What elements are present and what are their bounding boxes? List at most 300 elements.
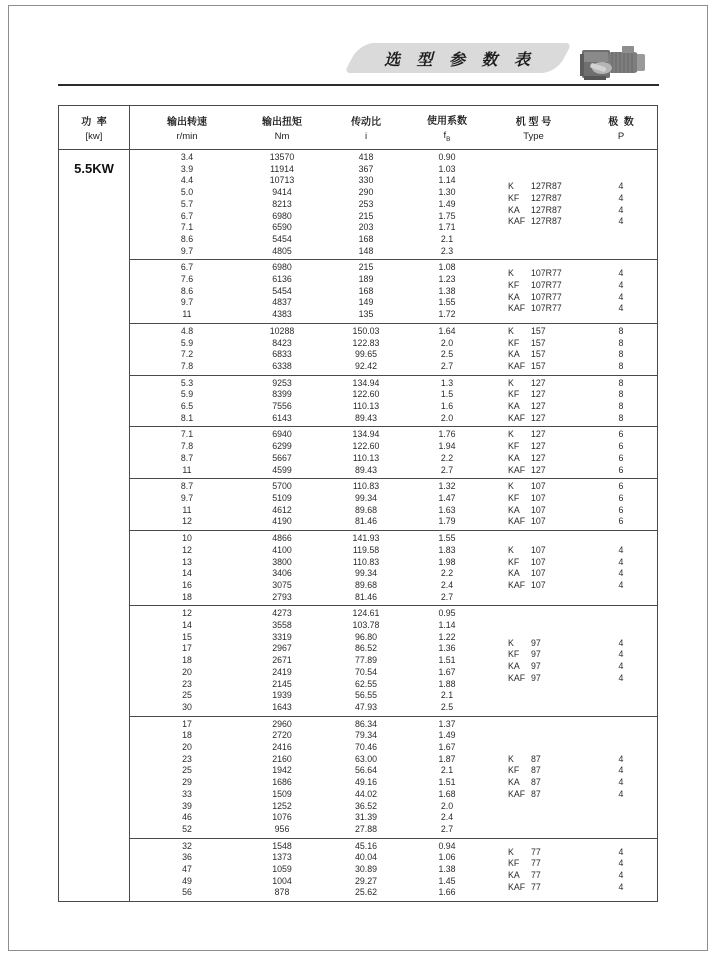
table-body — [59, 150, 657, 901]
col-header-speed-en: r/min — [176, 131, 198, 142]
ratio-value: 253 — [358, 198, 374, 209]
speed-value: 47 — [182, 864, 192, 875]
torque-value: 6299 — [272, 441, 292, 452]
torque-value: 6940 — [272, 429, 292, 440]
ratio-value: 62.55 — [354, 678, 377, 689]
torque-value: 4383 — [272, 309, 292, 320]
type-model: 107 — [531, 544, 546, 555]
factor-value: 1.14 — [438, 620, 456, 631]
ratio-value: 81.46 — [354, 516, 377, 527]
factor-value: 2.7 — [440, 360, 454, 371]
factor-value: 1.3 — [440, 377, 454, 388]
factor-value: 1.64 — [438, 325, 456, 336]
poles-value: 4 — [618, 869, 624, 880]
col-speed — [130, 378, 244, 425]
col-header-ratio — [320, 106, 412, 149]
ratio-value: 135 — [358, 309, 374, 320]
col-type — [482, 378, 585, 425]
speed-value: 8.6 — [180, 285, 194, 296]
speed-value: 6.7 — [180, 210, 194, 221]
col-ratio — [320, 378, 412, 425]
ratio-value: 45.16 — [354, 840, 377, 851]
type-value — [508, 326, 546, 338]
factor-value: 1.83 — [438, 544, 456, 555]
type-prefix: KF — [508, 389, 520, 400]
ratio-value: 134.94 — [352, 377, 380, 388]
poles-value: 4 — [618, 544, 624, 555]
poles-value: 4 — [618, 268, 624, 279]
factor-value: 1.06 — [438, 852, 456, 863]
factor-value: 1.32 — [438, 481, 456, 492]
col-poles — [585, 378, 657, 425]
header-rule — [58, 84, 659, 86]
col-ratio — [320, 152, 412, 257]
col-torque — [244, 841, 320, 900]
factor-value: 1.79 — [438, 516, 456, 527]
torque-value: 2671 — [272, 655, 292, 666]
ratio-value: 168 — [358, 285, 374, 296]
speed-value: 17 — [182, 643, 192, 654]
ratio-value: 25.62 — [354, 887, 377, 898]
type-model: 127 — [531, 441, 546, 452]
col-factor — [412, 326, 482, 373]
col-speed — [130, 533, 244, 603]
type-prefix: KA — [508, 777, 520, 788]
col-ratio — [320, 481, 412, 528]
speed-value: 8.1 — [180, 412, 194, 423]
torque-value: 2960 — [272, 718, 292, 729]
speed-value: 17 — [182, 718, 192, 729]
table-block — [130, 150, 657, 260]
col-ratio — [320, 429, 412, 476]
torque-value: 5700 — [272, 481, 292, 492]
ratio-value: 40.04 — [354, 852, 377, 863]
type-value — [508, 568, 546, 580]
speed-value: 7.8 — [180, 360, 194, 371]
col-speed — [130, 841, 244, 900]
col-factor — [412, 481, 482, 528]
type-model: 107R77 — [531, 279, 562, 290]
type-value — [508, 193, 562, 205]
type-value — [508, 545, 546, 557]
poles-value: 8 — [618, 377, 624, 388]
poles-value: 4 — [618, 846, 624, 857]
col-header-power — [59, 106, 130, 149]
type-model: 107 — [531, 481, 546, 492]
poles-value: 4 — [618, 637, 624, 648]
type-model: 87 — [531, 765, 541, 776]
torque-value: 2145 — [272, 678, 292, 689]
type-prefix: KAF — [508, 788, 526, 799]
torque-value: 1252 — [272, 800, 292, 811]
speed-value: 11 — [182, 504, 192, 515]
ratio-value: 148 — [358, 245, 374, 256]
speed-value: 7.8 — [180, 441, 194, 452]
type-prefix: KAF — [508, 881, 526, 892]
poles-value: 4 — [618, 568, 624, 579]
type-prefix: KA — [508, 204, 520, 215]
col-ratio — [320, 533, 412, 603]
factor-value: 2.1 — [440, 765, 454, 776]
factor-value: 1.6 — [440, 401, 454, 412]
speed-value: 10 — [182, 533, 192, 544]
col-type — [482, 481, 585, 528]
torque-value: 4100 — [272, 544, 292, 555]
col-header-power-en: [kw] — [85, 131, 103, 142]
table-block — [130, 324, 657, 376]
torque-value: 1643 — [272, 701, 292, 712]
torque-value: 5454 — [272, 285, 292, 296]
ratio-value: 122.60 — [352, 441, 380, 452]
poles-value: 4 — [618, 579, 624, 590]
factor-value: 2.7 — [440, 464, 454, 475]
torque-value: 3406 — [272, 568, 292, 579]
col-torque — [244, 429, 320, 476]
factor-value: 0.94 — [438, 840, 456, 851]
factor-value: 2.0 — [440, 800, 454, 811]
ratio-value: 122.60 — [352, 389, 380, 400]
type-model: 107 — [531, 556, 546, 567]
col-factor — [412, 262, 482, 321]
type-prefix: KF — [508, 441, 520, 452]
col-poles — [585, 326, 657, 373]
ratio-value: 56.64 — [354, 765, 377, 776]
factor-value: 1.03 — [438, 163, 456, 174]
factor-value: 1.55 — [438, 297, 456, 308]
factor-value: 2.4 — [440, 812, 454, 823]
type-prefix: K — [508, 377, 514, 388]
speed-value: 18 — [182, 655, 192, 666]
col-ratio — [320, 326, 412, 373]
col-torque — [244, 481, 320, 528]
ratio-value: 49.16 — [354, 777, 377, 788]
ratio-value: 330 — [358, 175, 374, 186]
col-ratio — [320, 608, 412, 713]
factor-value: 1.76 — [438, 429, 456, 440]
type-value — [508, 361, 546, 373]
type-model: 87 — [531, 777, 541, 788]
type-model: 107 — [531, 516, 546, 527]
type-model: 87 — [531, 788, 541, 799]
type-model: 107R77 — [531, 303, 562, 314]
torque-value: 6143 — [272, 412, 292, 423]
type-value — [508, 205, 562, 217]
col-type — [482, 262, 585, 321]
type-prefix: KAF — [508, 216, 526, 227]
col-speed — [130, 326, 244, 373]
col-type — [482, 719, 585, 836]
type-prefix: KA — [508, 504, 520, 515]
col-header-speed — [130, 106, 244, 149]
factor-value: 1.75 — [438, 210, 456, 221]
type-model: 107R77 — [531, 268, 562, 279]
type-model: 127 — [531, 389, 546, 400]
type-prefix: KA — [508, 291, 520, 302]
torque-value: 956 — [274, 823, 290, 834]
type-value — [508, 453, 546, 465]
type-prefix: K — [508, 268, 514, 279]
torque-value: 6136 — [272, 274, 292, 285]
power-value: 5.5KW — [74, 161, 114, 176]
power-cell — [59, 150, 130, 901]
factor-value: 2.2 — [440, 452, 454, 463]
torque-value: 878 — [274, 887, 290, 898]
speed-value: 5.9 — [180, 337, 194, 348]
torque-value: 6980 — [272, 262, 292, 273]
table-block — [130, 479, 657, 531]
title-banner — [352, 43, 564, 73]
torque-value: 1939 — [272, 690, 292, 701]
col-header-factor-zh: 使用系数 — [427, 116, 467, 128]
type-prefix: K — [508, 846, 514, 857]
ratio-value: 124.61 — [352, 608, 380, 619]
speed-value: 56 — [182, 887, 192, 898]
col-header-poles-zh: 极 数 — [608, 117, 634, 128]
type-prefix: K — [508, 481, 514, 492]
type-value — [508, 847, 541, 859]
torque-value: 5667 — [272, 452, 292, 463]
poles-value: 4 — [618, 303, 624, 314]
speed-value: 7.1 — [180, 222, 194, 233]
type-prefix: KF — [508, 556, 520, 567]
col-speed — [130, 481, 244, 528]
torque-value: 9253 — [272, 377, 292, 388]
factor-value: 1.98 — [438, 556, 456, 567]
factor-value: 2.7 — [440, 591, 454, 602]
torque-value: 1076 — [272, 812, 292, 823]
poles-value: 8 — [618, 337, 624, 348]
type-value — [508, 789, 541, 801]
speed-value: 5.0 — [180, 187, 194, 198]
type-value — [508, 429, 546, 441]
torque-value: 8213 — [272, 198, 292, 209]
speed-value: 18 — [182, 730, 192, 741]
type-value — [508, 493, 546, 505]
poles-value: 4 — [618, 181, 624, 192]
col-type — [482, 326, 585, 373]
poles-value: 4 — [618, 192, 624, 203]
ratio-value: 63.00 — [354, 753, 377, 764]
poles-value: 4 — [618, 204, 624, 215]
speed-value: 4.8 — [180, 325, 194, 336]
col-torque — [244, 152, 320, 257]
col-factor — [412, 152, 482, 257]
ratio-value: 99.34 — [354, 568, 377, 579]
factor-value: 1.51 — [438, 655, 456, 666]
type-value — [508, 181, 562, 193]
factor-value: 1.68 — [438, 788, 456, 799]
col-header-torque — [244, 106, 320, 149]
factor-value: 2.0 — [440, 337, 454, 348]
col-poles — [585, 533, 657, 603]
speed-value: 25 — [182, 690, 192, 701]
type-value — [508, 378, 546, 390]
type-value — [508, 580, 546, 592]
torque-value: 8399 — [272, 389, 292, 400]
speed-value: 32 — [182, 840, 192, 851]
poles-value: 4 — [618, 858, 624, 869]
ratio-value: 36.52 — [354, 800, 377, 811]
type-prefix: KAF — [508, 303, 526, 314]
type-prefix: K — [508, 429, 514, 440]
factor-value: 1.30 — [438, 187, 456, 198]
torque-value: 6833 — [272, 349, 292, 360]
poles-value: 6 — [618, 504, 624, 515]
speed-value: 7.1 — [180, 429, 194, 440]
type-model: 157 — [531, 360, 546, 371]
type-prefix: KAF — [508, 672, 526, 683]
factor-value: 1.36 — [438, 643, 456, 654]
torque-value: 4612 — [272, 504, 292, 515]
factor-value: 1.14 — [438, 175, 456, 186]
type-value — [508, 413, 546, 425]
table-block — [130, 839, 657, 902]
speed-value: 5.7 — [180, 198, 194, 209]
speed-value: 3.4 — [180, 152, 194, 162]
type-model: 127R87 — [531, 181, 562, 192]
type-model: 107 — [531, 579, 546, 590]
torque-value: 1548 — [272, 840, 292, 851]
speed-value: 12 — [182, 516, 192, 527]
factor-value: 2.1 — [440, 690, 454, 701]
ratio-value: 189 — [358, 274, 374, 285]
factor-value: 1.72 — [438, 309, 456, 320]
type-prefix: K — [508, 544, 514, 555]
poles-value: 6 — [618, 441, 624, 452]
col-type — [482, 533, 585, 603]
torque-value: 1686 — [272, 777, 292, 788]
type-prefix: KF — [508, 192, 520, 203]
type-prefix: KA — [508, 401, 520, 412]
col-factor — [412, 719, 482, 836]
type-model: 127 — [531, 464, 546, 475]
ratio-value: 89.43 — [354, 412, 377, 423]
type-value — [508, 557, 546, 569]
type-value — [508, 661, 541, 673]
factor-value: 1.47 — [438, 492, 456, 503]
type-prefix: KA — [508, 452, 520, 463]
type-value — [508, 765, 541, 777]
ratio-value: 30.89 — [354, 864, 377, 875]
ratio-value: 110.83 — [352, 556, 380, 567]
type-model: 77 — [531, 869, 541, 880]
col-factor — [412, 429, 482, 476]
col-header-factor-en: $f_B$ — [443, 130, 451, 143]
type-model: 157 — [531, 337, 546, 348]
type-model: 97 — [531, 660, 541, 671]
factor-value: 2.0 — [440, 412, 454, 423]
col-speed — [130, 429, 244, 476]
factor-value: 1.55 — [438, 533, 456, 544]
poles-value: 6 — [618, 516, 624, 527]
type-prefix: KAF — [508, 360, 526, 371]
type-value — [508, 349, 546, 361]
col-poles — [585, 608, 657, 713]
ratio-value: 149 — [358, 297, 374, 308]
ratio-value: 29.27 — [354, 875, 377, 886]
torque-value: 3075 — [272, 579, 292, 590]
poles-value: 4 — [618, 556, 624, 567]
type-value — [508, 303, 562, 315]
poles-value: 8 — [618, 360, 624, 371]
col-type — [482, 841, 585, 900]
col-factor — [412, 841, 482, 900]
col-torque — [244, 262, 320, 321]
factor-value: 1.71 — [438, 222, 456, 233]
ratio-value: 367 — [358, 163, 374, 174]
col-poles — [585, 262, 657, 321]
ratio-value: 110.83 — [352, 481, 380, 492]
poles-value: 4 — [618, 279, 624, 290]
poles-value: 4 — [618, 753, 624, 764]
col-ratio — [320, 262, 412, 321]
ratio-value: 110.13 — [352, 452, 380, 463]
torque-value: 2720 — [272, 730, 292, 741]
type-value — [508, 389, 546, 401]
col-torque — [244, 719, 320, 836]
type-prefix: KAF — [508, 412, 526, 423]
factor-value: 2.3 — [440, 245, 454, 256]
type-prefix: KF — [508, 765, 520, 776]
type-model: 127 — [531, 412, 546, 423]
col-header-poles — [585, 106, 657, 149]
speed-value: 49 — [182, 875, 192, 886]
speed-value: 11 — [182, 464, 192, 475]
type-model: 97 — [531, 672, 541, 683]
col-poles — [585, 429, 657, 476]
table-block — [130, 606, 657, 716]
torque-value: 4805 — [272, 245, 292, 256]
ratio-value: 86.52 — [354, 643, 377, 654]
type-value — [508, 465, 546, 477]
factor-value: 1.5 — [440, 389, 454, 400]
factor-value: 1.49 — [438, 198, 456, 209]
ratio-value: 141.93 — [352, 533, 380, 544]
torque-value: 4837 — [272, 297, 292, 308]
ratio-value: 70.46 — [354, 742, 377, 753]
speed-value: 5.3 — [180, 377, 194, 388]
ratio-value: 79.34 — [354, 730, 377, 741]
factor-value: 1.22 — [438, 631, 456, 642]
type-model: 107 — [531, 504, 546, 515]
type-value — [508, 481, 546, 493]
speed-value: 20 — [182, 666, 192, 677]
speed-value: 20 — [182, 742, 192, 753]
col-header-torque-zh: 输出扭矩 — [262, 117, 302, 128]
ratio-value: 70.54 — [354, 666, 377, 677]
speed-value: 15 — [182, 631, 192, 642]
speed-value: 18 — [182, 591, 192, 602]
factor-value: 0.90 — [438, 152, 456, 162]
poles-value: 6 — [618, 452, 624, 463]
type-value — [508, 673, 541, 685]
factor-value: 2.5 — [440, 349, 454, 360]
type-value — [508, 870, 541, 882]
data-blocks — [130, 150, 657, 901]
col-header-ratio-zh: 传动比 — [351, 117, 381, 128]
ratio-value: 81.46 — [354, 591, 377, 602]
type-model: 107 — [531, 492, 546, 503]
factor-value: 1.49 — [438, 730, 456, 741]
speed-value: 5.9 — [180, 389, 194, 400]
speed-value: 25 — [182, 765, 192, 776]
col-speed — [130, 262, 244, 321]
poles-value: 4 — [618, 788, 624, 799]
table-header-row — [59, 106, 657, 150]
speed-value: 9.7 — [180, 297, 194, 308]
speed-value: 4.4 — [180, 175, 194, 186]
type-prefix: K — [508, 637, 514, 648]
